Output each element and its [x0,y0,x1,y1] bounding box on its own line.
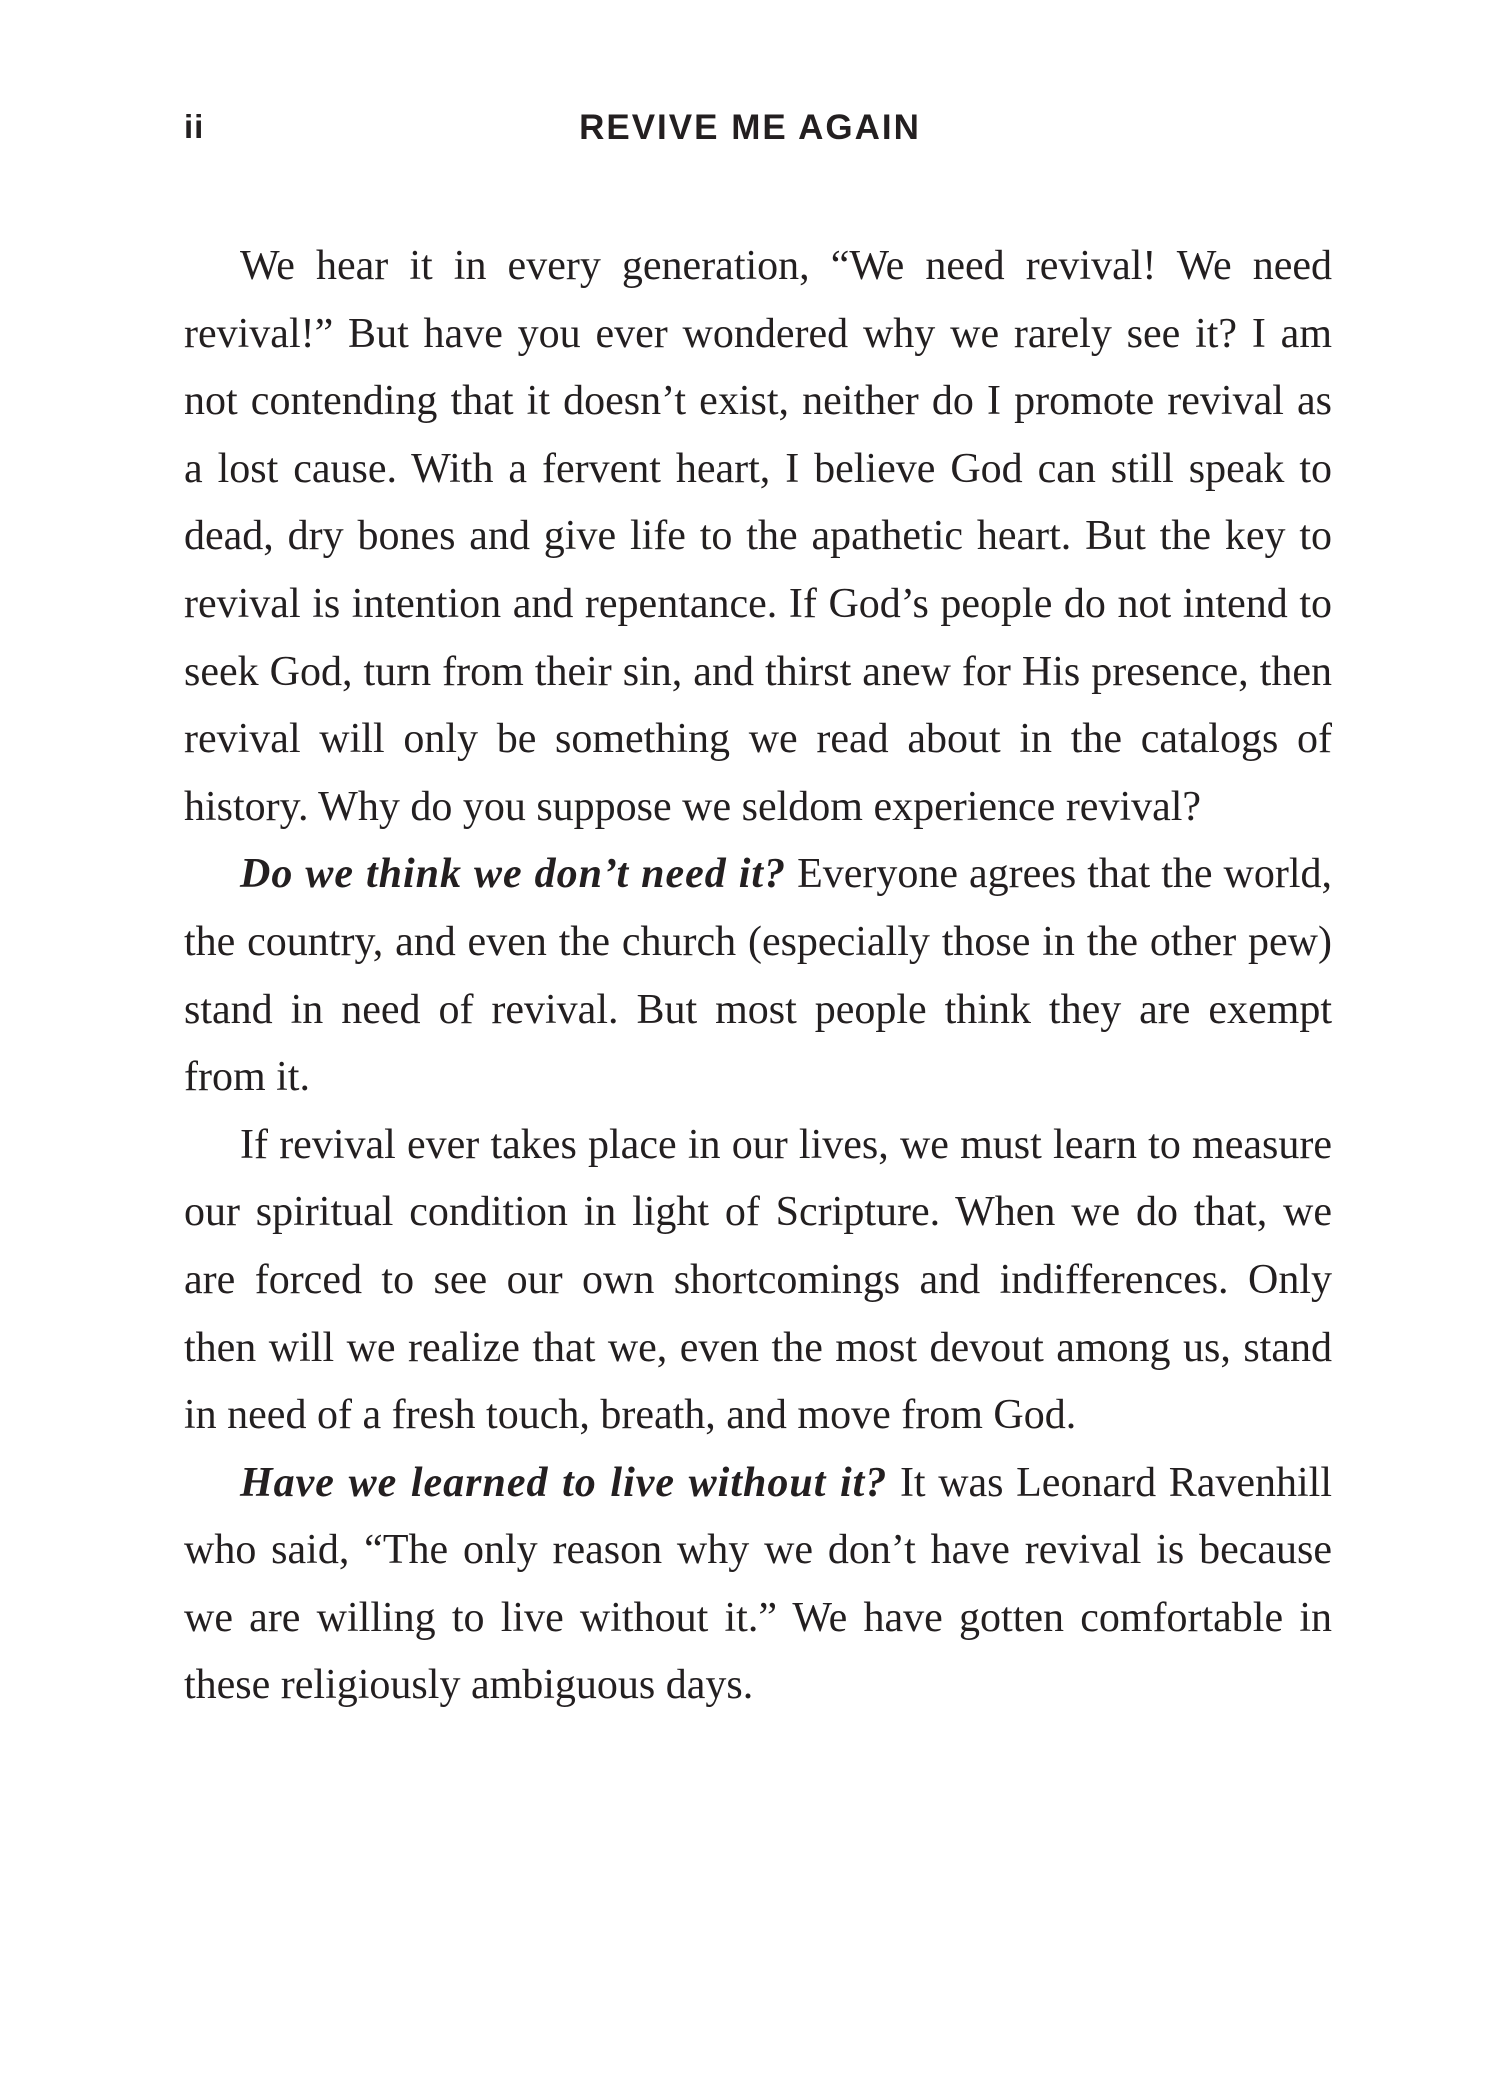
paragraph [184,1450,1332,1720]
running-head [0,108,1500,152]
body-text [184,233,1332,1720]
paragraph-lead-question: Have we learned to live without it? [240,1459,888,1506]
paragraph [184,841,1332,1111]
paragraph-text: We hear it in every generation, “We need revival! We need revival!” But have you ever wondered why we rarely see it? I am not contending that it doesn’t exist, neither do I promote revival as a lost cause. With a fervent heart, I believe God can still speak to dead, dry bones and give life to the apathetic heart. But the key to revival is intention and repentance. If God’s people do not intend to seek God, turn from their sin, and thirst anew for His presence, then revival will only be something we read about in the catalogs of history. Why do you suppose we seldom experience revival? [184,243,1332,830]
paragraph-text: It was Leonard Ravenhill who said, “The only reason why we don’t have revival is because we are willing to live without it.” We have gotten comfortable in these religiously ambiguous days. [184,1459,1332,1709]
paragraph-text: If revival ever takes place in our lives, we must learn to measure our spiritual condition in light of Scripture. When we do that, we are forced to see our own shortcomings and indifferences. Only then will we realize that we, even the most devout among us, stand in need of a fresh touch, breath, and move from God. [184,1121,1332,1439]
paragraph [184,1112,1332,1450]
page-number: ii [184,108,205,145]
paragraph-lead-question: Do we think we don’t need it? [240,851,787,898]
paragraph [184,233,1332,841]
paragraph-text: Everyone agrees that the world, the country, and even the church (especially those in the other pew) stand in need of revival. But most people think they are exempt from it. [184,851,1332,1101]
book-title: REVIVE ME AGAIN [579,108,921,147]
